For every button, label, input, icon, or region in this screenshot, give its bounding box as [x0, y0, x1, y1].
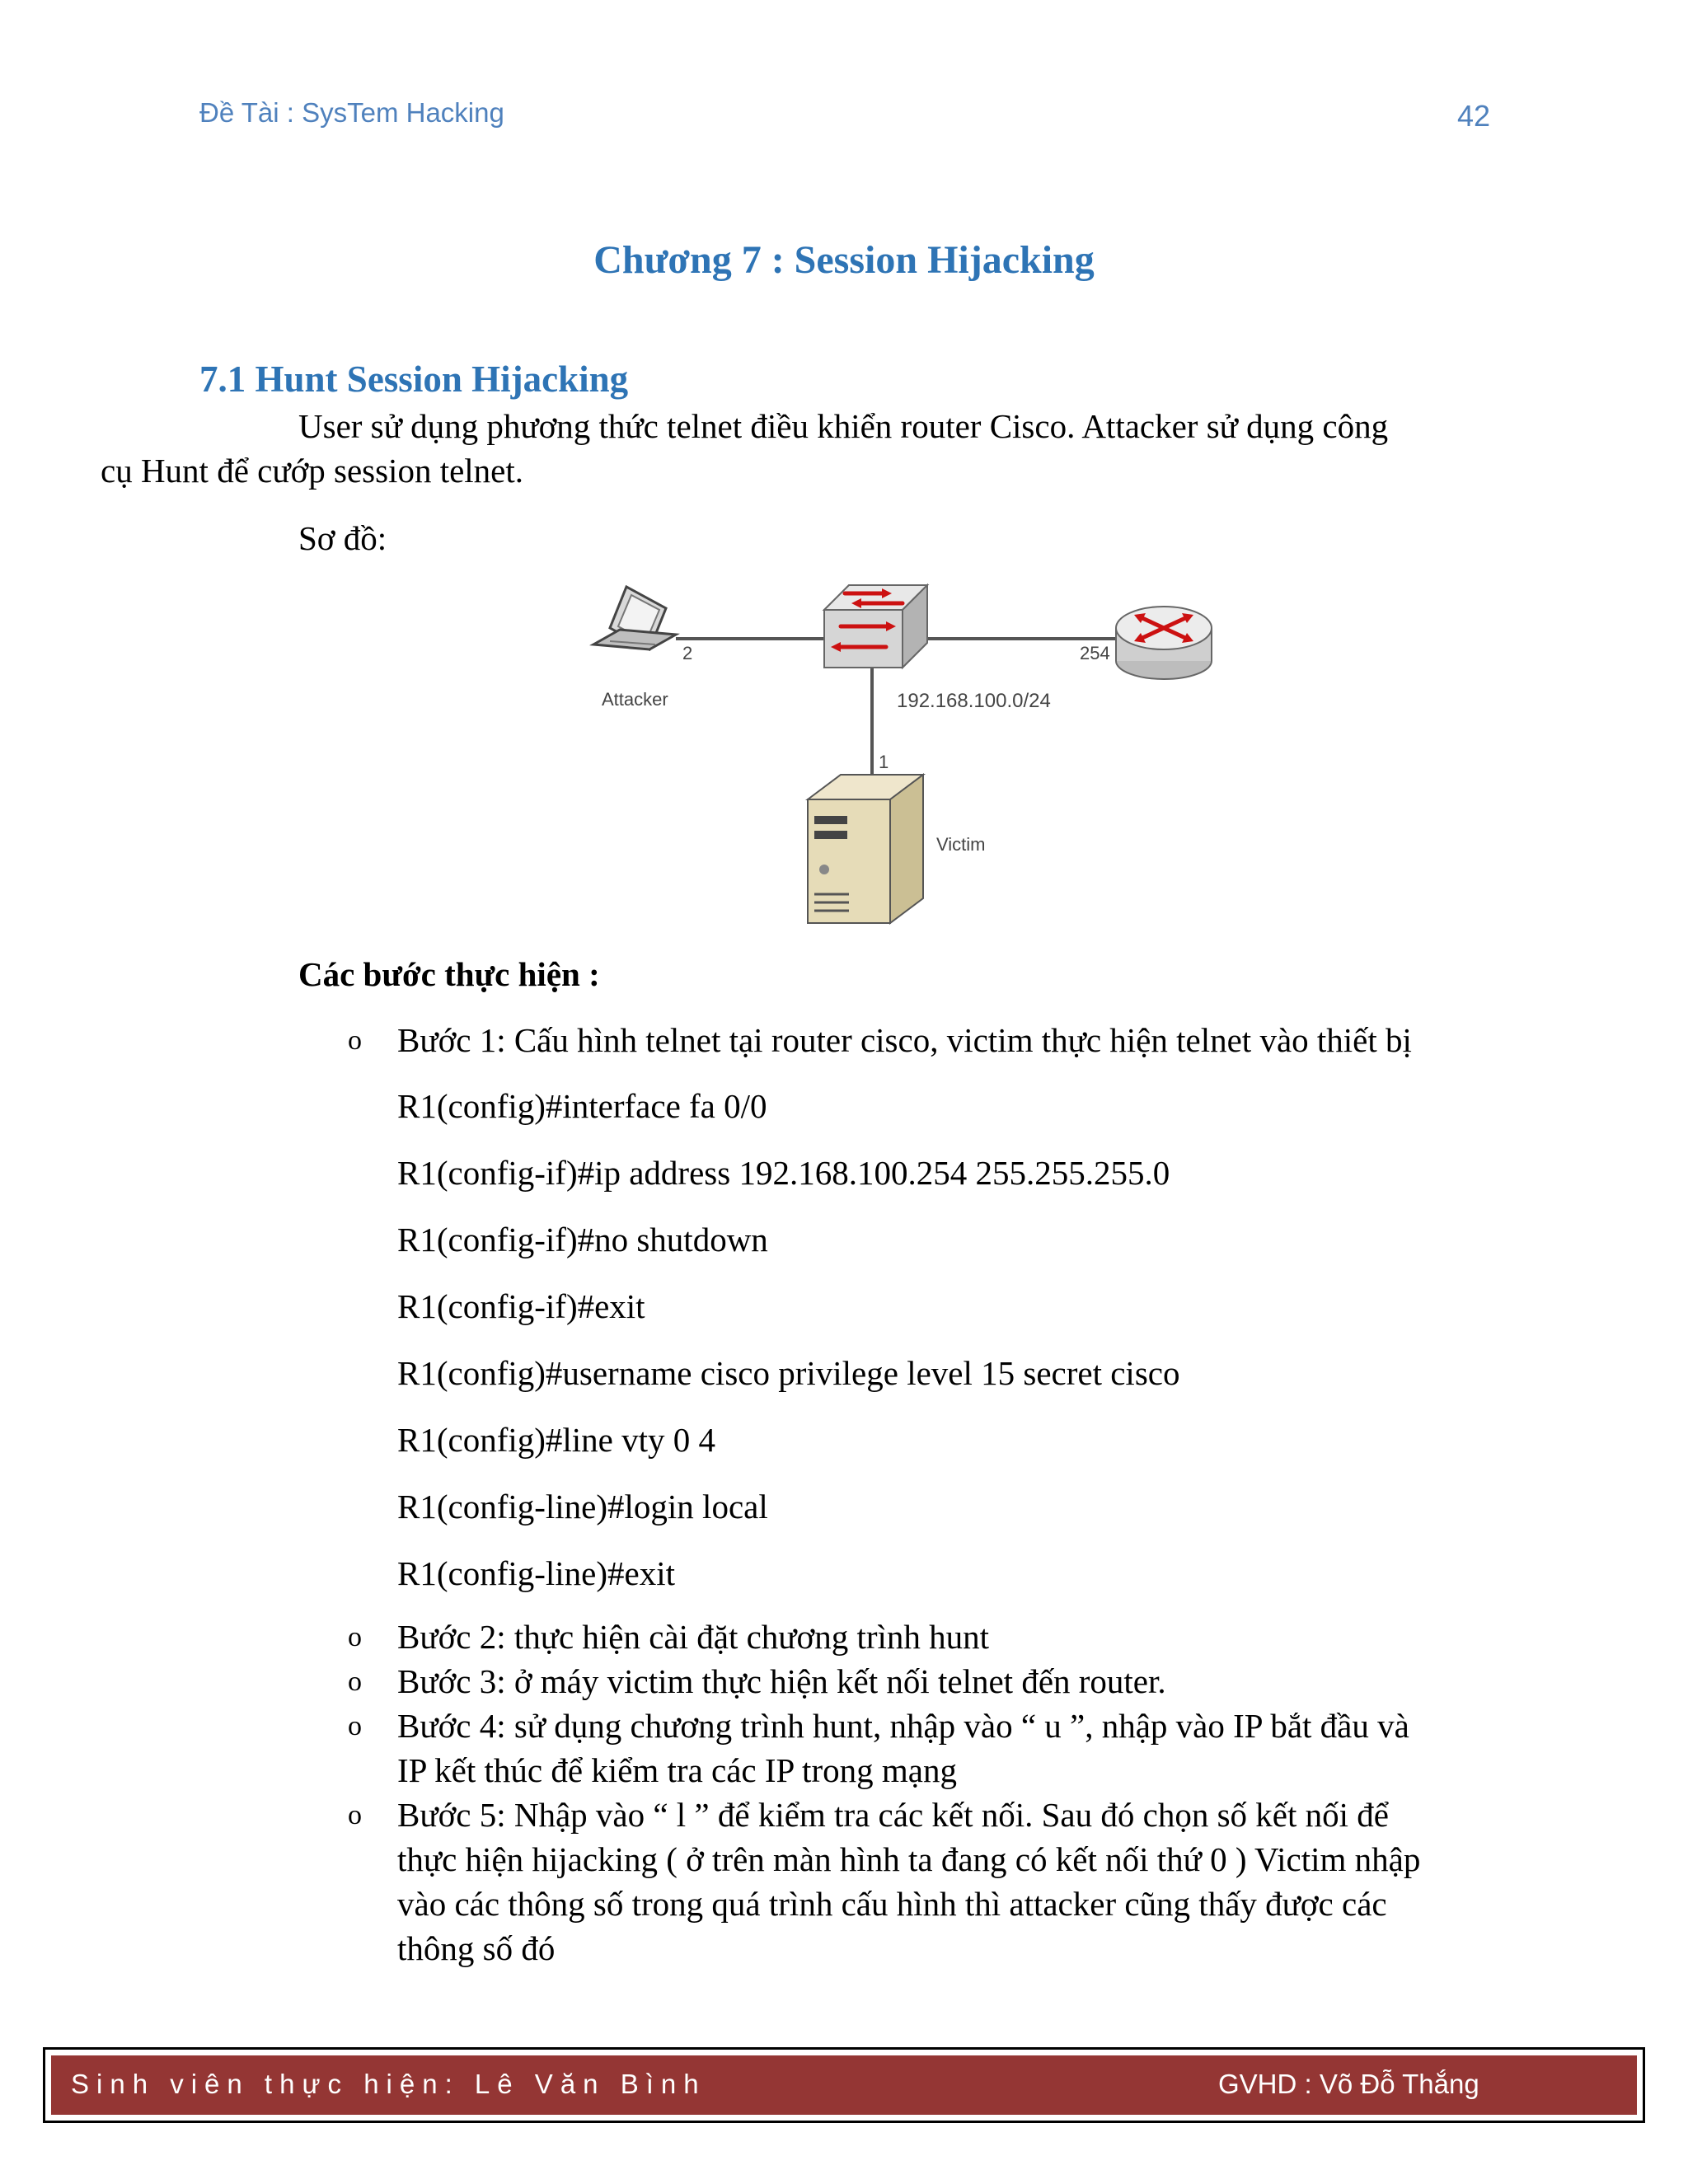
header-title: Đề Tài : SysTem Hacking: [199, 97, 504, 128]
step-3-text: Bước 3: ở máy victim thực hiện kết nối telnet đến router.: [397, 1662, 1166, 1700]
command-line: R1(config-line)#exit: [397, 1554, 676, 1592]
attacker-label: Attacker: [602, 689, 668, 710]
diagram-label: Sơ đồ:: [298, 519, 387, 557]
footer-student: Sinh viên thực hiện: Lê Văn Bình: [71, 2069, 706, 2099]
command-line: R1(config)#username cisco privilege level 15 secret cisco: [397, 1354, 1180, 1392]
step-5-line-1: Bước 5: Nhập vào “ l ” để kiểm tra các kết nối. Sau đó chọn số kết nối để: [397, 1796, 1389, 1834]
section-title: 7.1 Hunt Session Hijacking: [199, 359, 629, 400]
footer-advisor: GVHD : Võ Đỗ Thắng: [1218, 2069, 1479, 2099]
router-port-label: 254: [1080, 643, 1110, 663]
command-line: R1(config-line)#login local: [397, 1488, 768, 1526]
command-list: [397, 1086, 1179, 1620]
laptop-icon: [593, 587, 676, 649]
switch-icon: [824, 585, 927, 668]
victim-label: Victim: [936, 834, 986, 855]
router-icon: [1116, 607, 1212, 679]
intro-paragraph: [101, 404, 1485, 493]
victim-port-label: 1: [879, 752, 889, 772]
command-line: R1(config)#interface fa 0/0: [397, 1087, 767, 1125]
bullet-icon: o: [348, 1666, 362, 1697]
command-line: R1(config-if)#exit: [397, 1287, 645, 1325]
step-1-text: Bước 1: Cấu hình telnet tại router cisco, victim thực hiện telnet vào thiết bị: [397, 1021, 1412, 1059]
step-5-line-3: vào các thông số trong quá trình cấu hình thì attacker cũng thấy được các: [397, 1885, 1387, 1923]
step-4-line-2: IP kết thúc để kiểm tra các IP trong mạng: [397, 1751, 957, 1789]
network-label: 192.168.100.0/24: [897, 690, 1051, 712]
server-icon: [808, 775, 923, 923]
bullet-icon: o: [348, 1622, 362, 1652]
command-line: R1(config)#line vty 0 4: [397, 1421, 716, 1459]
intro-line-2: cụ Hunt để cướp session telnet.: [101, 452, 524, 490]
intro-line-1: User sử dụng phương thức telnet điều khiển router Cisco. Attacker sử dụng công: [298, 407, 1389, 445]
bullet-icon: o: [348, 1711, 362, 1741]
bullet-icon: o: [348, 1800, 362, 1830]
command-line: R1(config-if)#ip address 192.168.100.254 255.255.255.0: [397, 1154, 1170, 1192]
step-5-line-4: thông số đó: [397, 1929, 556, 1967]
bullet-icon: o: [348, 1025, 362, 1056]
network-diagram: [577, 569, 1236, 940]
step-2-text: Bước 2: thực hiện cài đặt chương trình hunt: [397, 1618, 990, 1656]
steps-title: Các bước thực hiện :: [298, 955, 600, 993]
attacker-port-label: 2: [682, 643, 693, 663]
step-4-line-1: Bước 4: sử dụng chương trình hunt, nhập vào “ u ”, nhập vào IP bắt đầu và: [397, 1707, 1409, 1745]
page-number: 42: [1457, 99, 1491, 133]
step-5-line-2: thực hiện hijacking ( ở trên màn hình ta đang có kết nối thứ 0 ) Victim nhập: [397, 1840, 1421, 1878]
command-line: R1(config-if)#no shutdown: [397, 1221, 768, 1258]
chapter-title: Chương 7 : Session Hijacking: [593, 238, 1095, 282]
